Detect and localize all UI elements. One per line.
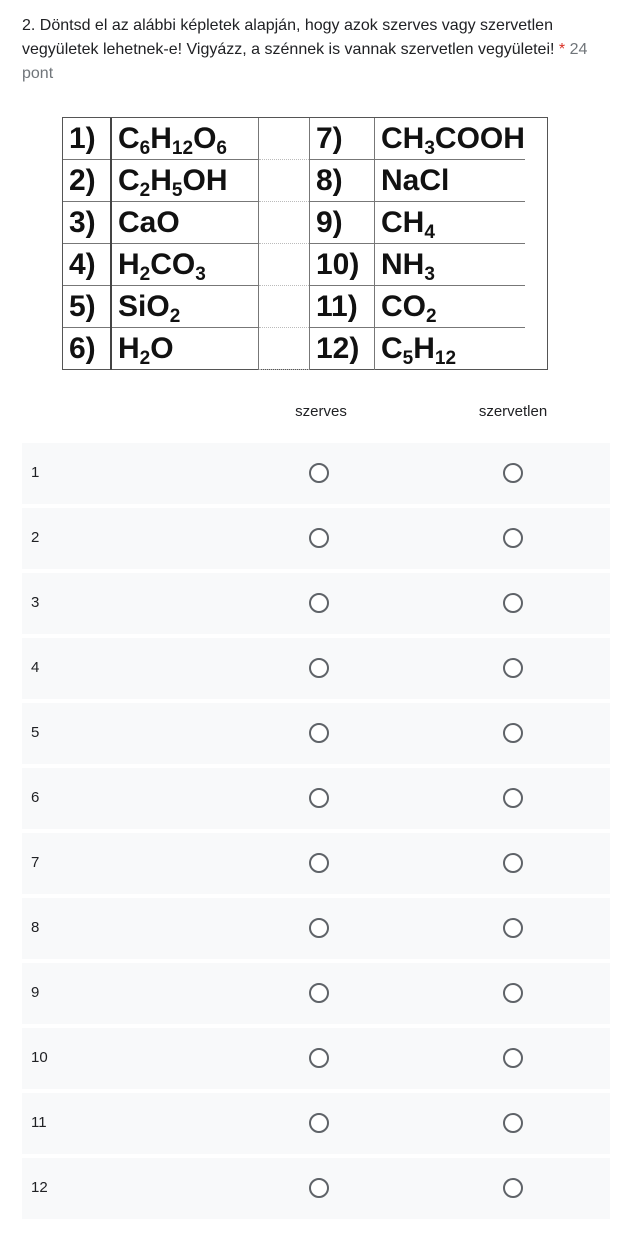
question-header <box>22 14 614 86</box>
formula-table-image <box>62 117 548 370</box>
radio-szerves[interactable] <box>309 593 329 613</box>
formula-number: 8) <box>310 160 375 202</box>
radio-szerves[interactable] <box>309 853 329 873</box>
row-label: 4 <box>31 659 40 676</box>
row-label: 2 <box>31 529 40 546</box>
grid-row <box>22 1028 610 1089</box>
formula-number: 11) <box>310 286 375 328</box>
formula-number: 6) <box>63 328 111 370</box>
question-text: 2. Döntsd el az alábbi képletek alapján, hogy azok szerves vagy szervetlen vegyületek lehetnek-e! Vigyázz, a szénnek is vannak szervetlen vegyületei! <box>22 17 555 58</box>
formula-number: 12) <box>310 328 375 370</box>
radio-szerves[interactable] <box>309 658 329 678</box>
radio-szervetlen[interactable] <box>503 1113 523 1133</box>
formula: $C_6H_{12}O_6$ <box>111 118 259 160</box>
row-label: 5 <box>31 724 40 741</box>
gap <box>259 118 310 160</box>
formula: $H_2CO_3$ <box>111 244 259 286</box>
formula: $CH_3COOH$ <box>375 118 525 160</box>
formula-number: 2) <box>63 160 111 202</box>
formula-number: 7) <box>310 118 375 160</box>
radio-szervetlen[interactable] <box>503 853 523 873</box>
column-header-szervetlen: szervetlen <box>478 403 548 420</box>
required-marker: * <box>558 41 566 58</box>
column-header-szerves: szerves <box>295 403 347 420</box>
grid-row <box>22 638 610 699</box>
formula-row <box>63 244 525 286</box>
formula-number: 3) <box>63 202 111 244</box>
radio-szerves[interactable] <box>309 528 329 548</box>
gap <box>259 244 310 286</box>
formula-row <box>63 202 525 244</box>
gap <box>259 286 310 328</box>
formula: $C_5H_{12}$ <box>381 332 457 370</box>
radio-szervetlen[interactable] <box>503 983 523 1003</box>
gap <box>259 328 310 370</box>
radio-szervetlen[interactable] <box>503 1178 523 1198</box>
row-label: 11 <box>31 1114 47 1131</box>
formula-table <box>63 118 525 370</box>
formula: $NH_3$ <box>375 244 525 286</box>
formula: SiO$_2$ <box>111 286 259 328</box>
grid-row <box>22 833 610 894</box>
radio-szervetlen[interactable] <box>503 1048 523 1068</box>
radio-szerves[interactable] <box>309 463 329 483</box>
radio-szerves[interactable] <box>309 1113 329 1133</box>
row-label: 12 <box>31 1179 48 1196</box>
row-label: 6 <box>31 789 40 806</box>
grid-row <box>22 443 610 504</box>
radio-szervetlen[interactable] <box>503 788 523 808</box>
radio-szerves[interactable] <box>309 918 329 938</box>
formula: $CO_2$ <box>375 286 525 328</box>
points-label: 24 pont <box>22 41 588 82</box>
radio-szervetlen[interactable] <box>503 463 523 483</box>
radio-szervetlen[interactable] <box>503 593 523 613</box>
grid-row <box>22 963 610 1024</box>
formula-number: 5) <box>63 286 111 328</box>
radio-szerves[interactable] <box>309 788 329 808</box>
grid-row <box>22 898 610 959</box>
radio-szervetlen[interactable] <box>503 918 523 938</box>
formula-row <box>63 286 525 328</box>
gap <box>259 160 310 202</box>
radio-szervetlen[interactable] <box>503 658 523 678</box>
formula: $C_2H_5OH$ <box>111 160 259 202</box>
row-label: 9 <box>31 984 40 1001</box>
formula-row <box>63 160 525 202</box>
radio-szerves[interactable] <box>309 1178 329 1198</box>
formula: $H_2O$ <box>111 328 259 370</box>
grid-row <box>22 573 610 634</box>
grid-row <box>22 1093 610 1154</box>
row-label: 1 <box>31 464 40 481</box>
radio-szervetlen[interactable] <box>503 528 523 548</box>
formula: NaCl <box>375 160 525 202</box>
radio-szerves[interactable] <box>309 1048 329 1068</box>
grid-row <box>22 1158 610 1219</box>
formula-row <box>63 328 525 370</box>
formula-number: 4) <box>63 244 111 286</box>
radio-szerves[interactable] <box>309 723 329 743</box>
radio-szerves[interactable] <box>309 983 329 1003</box>
grid-row <box>22 508 610 569</box>
grid-row <box>22 768 610 829</box>
formula: $CH_4$ <box>375 202 525 244</box>
formula-row <box>63 118 525 160</box>
row-label: 7 <box>31 854 40 871</box>
radio-szervetlen[interactable] <box>503 723 523 743</box>
formula: CaO <box>111 202 259 244</box>
row-label: 3 <box>31 594 40 611</box>
formula-number: 10) <box>310 244 375 286</box>
row-label: 8 <box>31 919 40 936</box>
gap <box>259 202 310 244</box>
row-label: 10 <box>31 1049 48 1066</box>
formula-number: 1) <box>63 118 111 160</box>
formula-number: 9) <box>310 202 375 244</box>
grid-row <box>22 703 610 764</box>
